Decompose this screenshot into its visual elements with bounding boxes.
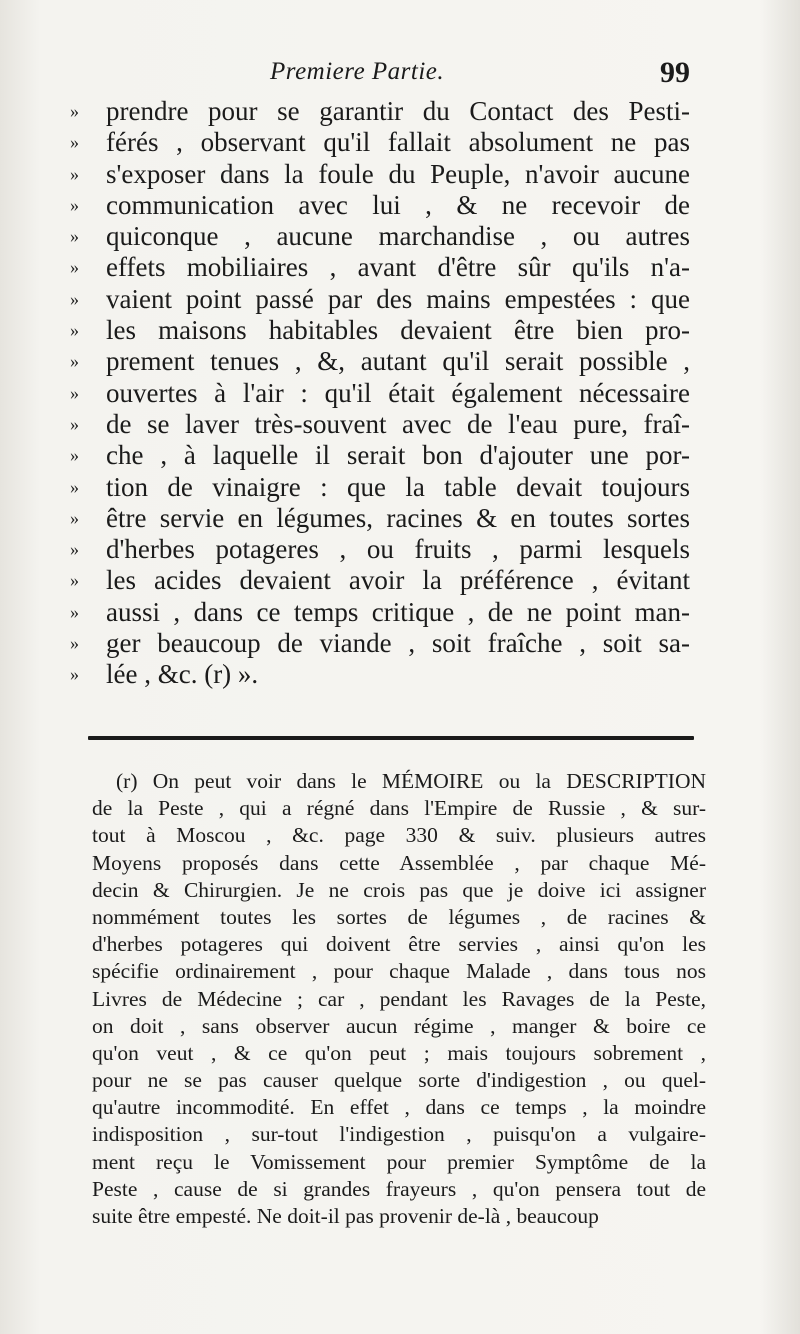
footnote-line: nommément toutes les sortes de légumes , de racines & [92,904,706,929]
text-line [70,284,690,315]
text-line [70,503,690,534]
quote-mark: » [70,101,79,121]
text-line [70,190,690,221]
text-line [70,565,690,596]
quote-mark: » [70,194,79,215]
line-text: che , à laquelle il serait bon d'ajouter une por- [106,440,690,471]
text-line [70,440,690,471]
footnote-line: ment reçu le Vomissement pour premier Symptôme de la [92,1149,706,1174]
line-text: de se laver très-souvent avec de l'eau pure, fraî- [106,408,690,439]
footnote-line: Peste , cause de si grandes frayeurs , qu'on pensera tout de [92,1176,706,1201]
footnote-line: Moyens proposés dans cette Assemblée , par chaque Mé- [92,850,706,875]
text-line [70,159,690,190]
line-text: vaient point passé par des mains empestées : que [106,283,690,314]
quote-mark: » [70,445,79,466]
line-text: prendre pour se garantir du Contact des Pesti- [106,96,690,126]
footnote-line: Livres de Médecine ; car , pendant les Ravages de la Peste, [92,986,706,1011]
line-text: quiconque , aucune marchandise , ou autres [106,221,690,252]
line-text: férés , observant qu'il fallait absolument ne pas [106,127,690,158]
text-line [70,346,690,377]
footnote [92,768,706,1230]
line-text: d'herbes potageres , ou fruits , parmi lesquels [106,534,690,565]
quote-mark: » [70,664,79,685]
text-line [70,221,690,252]
footnote-line: de la Peste , qui a régné dans l'Empire de Russie , & sur- [92,796,706,821]
quote-mark: » [70,507,79,528]
quote-mark: » [70,382,79,403]
footnote-line: qu'on veut , & ce qu'on peut ; mais toujours sobrement , [92,1040,706,1065]
text-line [70,628,690,659]
footnote-separator-rule [88,736,694,740]
footnote-line: qu'autre incommodité. En effet , dans ce temps , la moindre [92,1095,706,1120]
footnote-line: spécifie ordinairement , pour chaque Malade , dans tous nos [92,959,706,984]
footnote-line: indisposition , sur-tout l'indigestion , puisqu'on a vulgaire- [92,1122,706,1147]
line-text: les acides devaient avoir la préférence , évitant [106,565,690,596]
main-text [70,96,690,691]
quote-mark: » [70,351,79,372]
footnote-line: tout à Moscou , &c. page 330 & suiv. plusieurs autres [92,823,706,848]
running-title: Premiere Partie. [270,58,445,85]
quote-mark: » [70,288,79,309]
text-line [70,409,690,440]
line-text: aussi , dans ce temps critique , de ne point man- [106,596,690,627]
text-line [70,597,690,628]
line-text: communication avec lui , & ne recevoir de [106,189,690,220]
line-text: s'exposer dans la foule du Peuple, n'avoir aucune [106,158,690,189]
line-text: lée , &c. (r) ». [106,659,259,690]
line-text: tion de vinaigre : que la table devait toujours [106,471,690,502]
footnote-line: suite être empesté. Ne doit-il pas provenir de-là , beaucoup [92,1204,599,1228]
quote-mark: » [70,163,79,184]
text-line [70,127,690,158]
quote-mark: » [70,476,79,497]
quote-mark: » [70,539,79,560]
text-line [70,315,690,346]
footnote-line: pour ne se pas causer quelque sorte d'indigestion , ou quel- [92,1068,706,1093]
quote-mark: » [70,633,79,654]
text-line [70,659,690,690]
footnote-line: (r) On peut voir dans le MÉMOIRE ou la DESCRIPTION [116,769,706,793]
line-text: prement tenues , &, autant qu'il serait possible , [106,346,690,377]
text-line [70,378,690,409]
footnote-line: d'herbes potageres qui doivent être servies , ainsi qu'on les [92,932,706,957]
text-line [70,472,690,503]
page-header [270,58,690,92]
text-line [70,534,690,565]
quote-mark: » [70,413,79,434]
footnote-line: on doit , sans observer aucun régime , manger & boire ce [92,1013,706,1038]
quote-mark: » [70,226,79,247]
quote-mark: » [70,320,79,341]
quote-mark: » [70,257,79,278]
quote-mark: » [70,132,79,153]
line-text: ger beaucoup de viande , soit fraîche , soit sa- [106,628,690,659]
footnote-line: decin & Chirurgien. Je ne crois pas que je doive ici assigner [92,877,706,902]
page-number: 99 [660,56,690,89]
quote-mark: » [70,601,79,622]
line-text: ouvertes à l'air : qu'il était également nécessaire [106,377,690,408]
line-text: effets mobiliaires , avant d'être sûr qu'ils n'a- [106,252,690,283]
quote-mark: » [70,570,79,591]
text-line [70,252,690,283]
text-line [70,96,690,127]
line-text: être servie en légumes, racines & en toutes sortes [106,502,690,533]
line-text: les maisons habitables devaient être bien pro- [106,315,690,346]
